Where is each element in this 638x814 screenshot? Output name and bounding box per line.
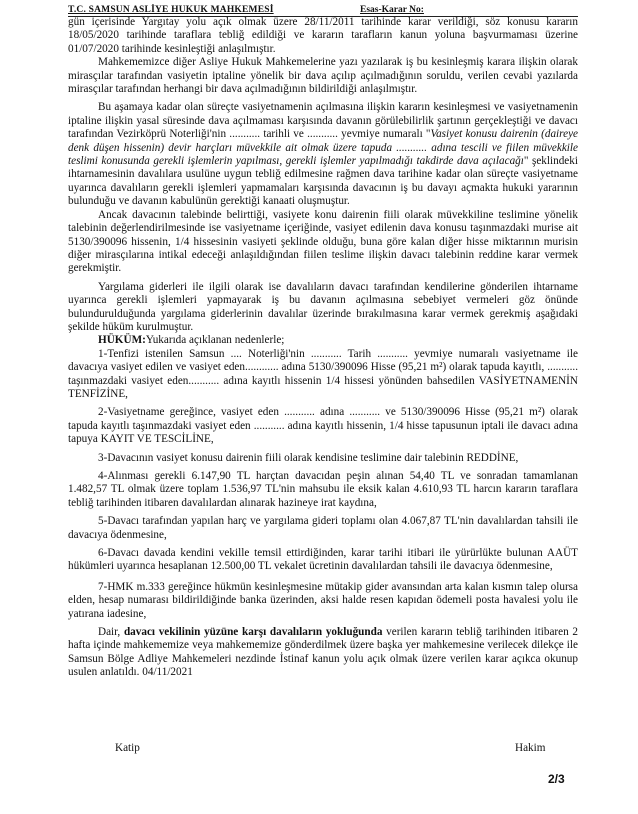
hukum-item-4: 4-Alınması gerekli 6.147,90 TL harçtan davacıdan peşin alınan 54,40 TL ve sonradan tamamlanan 1.482,57 TL olmak üzere toplam 1.536,97 TL'nin mahsubu ile eksik kalan 4.610,93 TL harcın kararın taraflara tebliğ tarihinden itibaren davalılardan alınarak hazineye irat kaydına, <box>68 470 578 509</box>
paragraph-3: Ancak davacının talebinde belirttiği, vasiyete konu dairenin fiili olarak müvekkiline teslimine yönelik talebinin değerlendirilmesinde ise vasiyetname içeriğinde, vasiyet edilenin dava konusu taşınmazdaki murise ait 5130/390096 hissenin, 1/4 hissesinin vasiyeti şeklinde olduğu, buna göre kalan diğer hisse miktarının murisin diğer mirasçılarına intikal edeceği anlaşıldığından fiilen teslime ilişkin davacı talebinin reddine karar vermek gerekmiştir. <box>68 208 578 275</box>
paragraph-0: gün içerisinde Yargıtay yolu açık olmak üzere 28/11/2011 tarihinde karar verildiği, söz konusu kararın 18/05/2020 tarihinde taraflara tebliğ edildiği ve kararın tarafların kanun yoluna başvurmaması üzerine 01/07/2020 tarihinde kesinleştiği anlaşılmıştır. <box>68 16 578 55</box>
hukum-item-7: 7-HMK m.333 gereğince hükmün kesinleşmesine mütakip gider avansından arta kalan kısmın talep olursa elden, hesap numarası bildirildiğinde banka üzerinden, aksi halde resen kapıdan ödemeli posta havalesi yolu ile yatırana iadesine, <box>68 580 578 620</box>
esas-karar-label: Esas-Karar No: <box>360 5 424 15</box>
court-name: T.C. SAMSUN ASLİYE HUKUK MAHKEMESİ <box>68 5 274 15</box>
paragraph-4: Yargılama giderleri ile ilgili olarak ise davalıların davacı tarafından kendilerine gönderilen ihtarname uyarınca gerekli işlemleri yapmayarak iş bu davanın açılmasına sebebiyet vermeleri göz önünde bulundurulduğunda yargılama giderlerinin davalılar üzerinde bırakılmasına karar vermek gerekmiş aşağıdaki şekilde hüküm kurulmuştur. <box>68 280 578 333</box>
final-part-a: Dair, <box>98 626 124 639</box>
hakim-label: Hakim <box>515 742 546 754</box>
final-part-bold: davacı vekilinin yüzüne karşı davalıların yokluğunda <box>123 626 383 639</box>
paragraph-1: Mahkememizce diğer Asliye Hukuk Mahkemelerine yazı yazılarak iş bu kesinleşmiş karara ilişkin olarak mirasçılar tarafından vasiyetin iptaline yönelik bir dava açılıp açılmadığının soruldu, verilen cevabi yazılarda mirasçılar tarafından herhangi bir dava açılmadığının bildirildiği anlaşılmıştır. <box>68 56 578 96</box>
paragraph-2-part-c: " şeklindeki ihtarnamesinin davalılara usulüne uygun tebliğ edilmesine rağmen dava tarihine kadar olan süreçte vasiyetname uyarınca davalıların gerekli işlemleri yapmamaları karşısında davacının iş bu davayı açmakta hukuki yararının bulunduğu ve davanın kabulünün gerektiği kanaati oluşmuştur. <box>68 155 578 208</box>
hukum-item-5: 5-Davacı tarafından yapılan harç ve yargılama gideri toplamı olan 4.067,87 TL'nin davalılardan tahsili ile davacıya ödenmesine, <box>68 515 578 541</box>
paragraph-2-quote: Vasiyet konusu dairenin (daireye denk düşen hissenin) devir harçları müvekkile ait olmak üzere tapuda ........... adına tescili ve fiilen müvekkile teslimi konusunda gerekli işlemlerin yapılması, gerekli işlemler yapılmadığı takdirde dava açılacağı <box>68 128 578 168</box>
hukum-item-3: 3-Davacının vasiyet konusu dairenin fiili olarak kendisine teslimine dair talebinin REDDİNE, <box>98 451 519 464</box>
final-paragraph <box>68 626 578 680</box>
final-part-c: verilen kararın tebliğ tarihinden itibaren 2 hafta içinde mahkememize veya mahkememize gönderdilmek üzere başka yer mahkemesine verilecek dilekçe ile Samsun Bölge Adliye Mahkemeleri nezdinde İstinaf kanun yolu açık olmak üzere verilen karar açıkca okunup usulen anlatıldı. 04/11/2021 <box>68 626 578 679</box>
katip-label: Katip <box>115 742 140 754</box>
hukum-title: HÜKÜM: <box>98 334 146 347</box>
paragraph-2-part-a: Bu aşamaya kadar olan süreçte vasiyetnamenin açılmasına ilişkin kararın kesinleşmesi ve vasiyetnamenin iptaline ilişkin yasal süresinde dava açılmaması karşısında davanın görülebilirlik şartının gerçekleştiği ve davacı tarafından Vezirköprü Noterliği'nin ........... tarihli ve ........... yevmiye numaralı " <box>68 101 578 141</box>
page-number: 2/3 <box>548 772 565 786</box>
paragraph-2 <box>68 101 578 208</box>
hukum-intro: Yukarıda açıklanan nedenlerle; <box>145 334 285 347</box>
hukum-item-2: 2-Vasiyetname gereğince, vasiyet eden ........... adına ........... ve 5130/390096 Hisse (95,21 m²) olarak tapuda kayıtlı taşınmazdaki vasiyet eden ........... adına kayıtlı hissenin, 1/4 hisse tapusunun iptali ile davacı adına tapuya KAYIT VE TESCİLİNE, <box>68 406 578 446</box>
hukum-item-6: 6-Davacı davada kendini vekille temsil ettirdiğinden, karar tarihi itibari ile yürürlükte bulunan AAÜT hükümleri uyarınca hesaplanan 12.500,00 TL vekalet ücretinin davalılardan tahsili ile davacıya ödenmesine, <box>68 547 578 573</box>
hukum-item-1: 1-Tenfizi istenilen Samsun .... Noterliği'nin ........... Tarih ........... yevmiye numaralı vasiyetname ile davacıya vasiyet edilen ve vasiyet eden............ adına 5130/390096 Hisse (95,21 m²) olarak tapuda kayıtlı, ........... taşınmazdaki vasiyet eden........... adına kayıtlı hissenin 1/4 hissesi yönünden bahsedilen VASİYETNAMENİN TENFİZİNE, <box>68 347 578 400</box>
hukum-heading <box>68 334 578 347</box>
document-body <box>68 16 578 680</box>
